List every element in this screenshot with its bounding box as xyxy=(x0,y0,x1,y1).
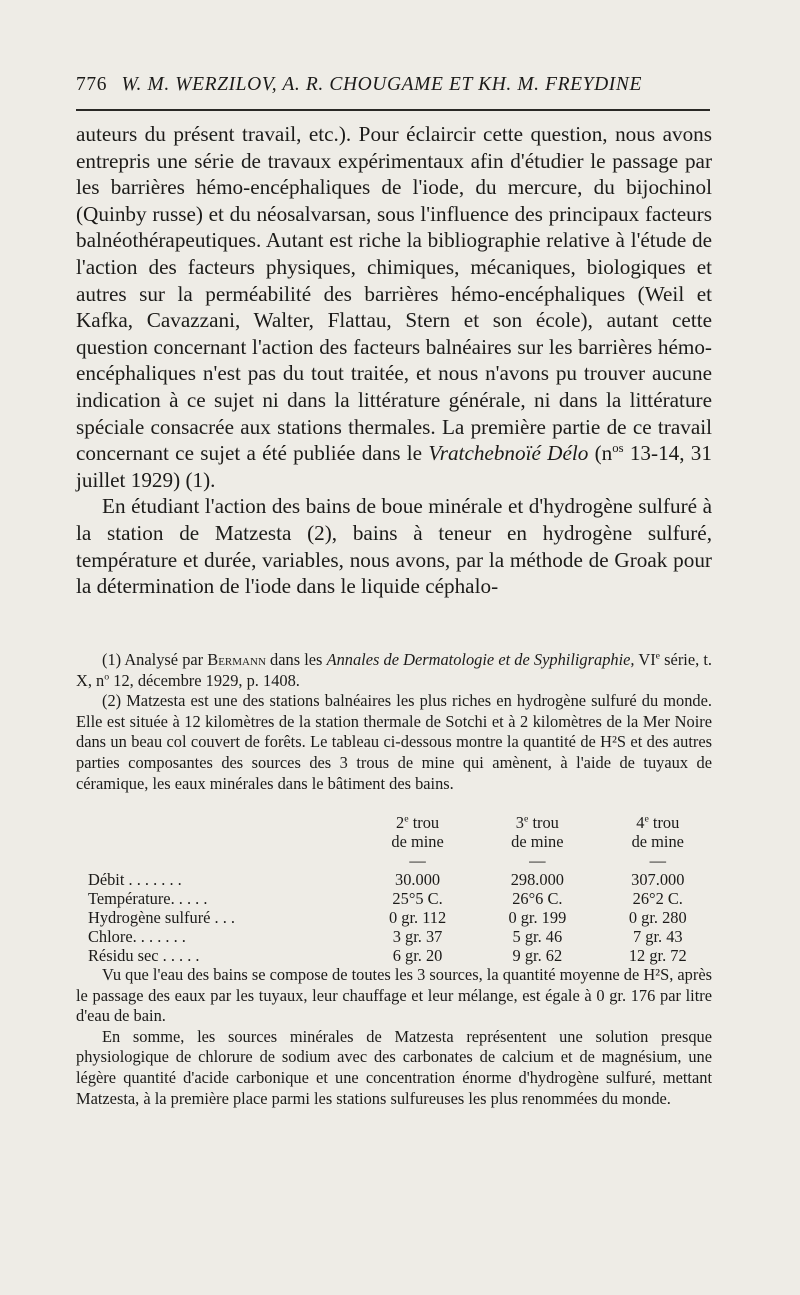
table-row: Hydrogène sulfuré . . . 0 gr. 112 0 gr. 199 0 gr. 280 xyxy=(88,908,687,927)
column-header: 3e trou de mine xyxy=(511,813,564,851)
header-authors: W. M. WERZILOV, A. R. CHOUGAME ET KH. M. FREYDINE xyxy=(121,74,642,95)
table-header-row xyxy=(88,813,718,851)
header-rule xyxy=(76,109,710,111)
footnote-2: (2) Matzesta est une des stations balnéaires les plus riches en hydrogène sulfuré du monde. Elle est située à 12 kilomètres de la station thermale de Sotchi et à 2 kilomètres de la Mer Noire dans un beau col couvert de forêts. Le tableau ci-dessous montre la quantité de H²S et des autres parties composantes des sources des 3 trous de mine qui amènent, à l'aide de tuyaux de céramique, les eaux minérales dans le bâtiment des bains. xyxy=(76,691,712,793)
table-dash-row: — — — xyxy=(409,851,666,870)
page-number: 776 xyxy=(76,74,108,95)
footnote-journal: Annales de Dermatologie et de Syphiligraphie, xyxy=(326,650,635,669)
mine-sources-table xyxy=(88,813,718,965)
author-name: Bermann xyxy=(207,650,266,669)
journal-ref-b: 13-14, 31 juillet 1929) (1). xyxy=(76,441,712,492)
closing-paragraph-2: En somme, les sources minérales de Matzesta représentent une solution presque physiologique de chlorure de sodium avec des carbonates de calcium et de magnésium, une légère quantité d'acide carbonique et une concentration énorme d'hydrogène sulfuré, mettant Matzesta, à la première place parmi les stations sulfureuses les plus renommées du monde. xyxy=(76,1026,712,1108)
journal-ref-sup: os xyxy=(612,441,624,456)
footnotes xyxy=(76,650,712,794)
table-row: Résidu sec . . . . . 6 gr. 20 9 gr. 62 12 gr. 72 xyxy=(88,946,687,965)
paragraph-1-text: auteurs du présent travail, etc.). Pour éclaircir cette question, nous avons entrepris une série de travaux expérimentaux afin d'étudier le passage par les barrières hémo-encéphaliques de l'iode, du mercure, du bijochinol (Quinby russe) et du néosalvarsan, sous l'influence des principaux facteurs balnéothérapeutiques. Autant est riche la bibliographie relative à l'étude de l'action des facteurs physiques, chimiques, mécaniques, biologiques et autres sur la perméabilité des barrières hémo-encéphaliques (Weil et Kafka, Cavazzani, Walter, Flattau, Stern et son école), autant cette question concernant l'action des facteurs balnéaires sur les barrières hémo-encéphaliques n'est pas du tout traitée, et nous n'avons pu trouver aucune indication à ce sujet ni dans la littérature générale, ni dans la littérature spéciale consacrée aux stations thermales. La première partie de ce travail concernant ce sujet a été publiée dans le xyxy=(76,122,712,466)
closing-paragraph-1: Vu que l'eau des bains se compose de toutes les 3 sources, la quantité moyenne de H²S, après le passage des eaux par les tuyaux, leur chauffage et leur mélange, est égale à 0 gr. 176 par litre d'eau de bain. xyxy=(76,965,712,1026)
main-text xyxy=(76,121,712,600)
table-row: Température. . . . . 25°5 C. 26°6 C. 26°2 C. xyxy=(88,889,683,908)
journal-title: Vratchebnoïé Délo xyxy=(428,441,589,466)
table-row: Débit . . . . . . . 30.000 298.000 307.000 xyxy=(88,870,685,889)
journal-ref-a: (n xyxy=(594,441,613,466)
footnote-1: (1) Analysé par Bermann dans les Annales de Dermatologie et de Syphiligraphie, VIe série, t. X, $n^o$ 12, décembre 1929, p. 1408. xyxy=(76,650,713,690)
closing-text xyxy=(76,965,712,1109)
table-row: Chlore. . . . . . . 3 gr. 37 5 gr. 46 7 gr. 43 xyxy=(88,927,683,946)
running-header xyxy=(76,74,710,96)
column-header: 2e trou de mine xyxy=(391,813,444,851)
column-header: 4e trou de mine xyxy=(631,813,684,851)
paragraph-2: En étudiant l'action des bains de boue minérale et d'hydrogène sulfuré à la station de Matzesta (2), bains à teneur en hydrogène sulfuré, température et durée, variables, nous avons, par la méthode de Groak pour la détermination de l'iode dans le liquide céphalo- xyxy=(76,494,712,599)
paragraph-1 xyxy=(76,121,712,493)
